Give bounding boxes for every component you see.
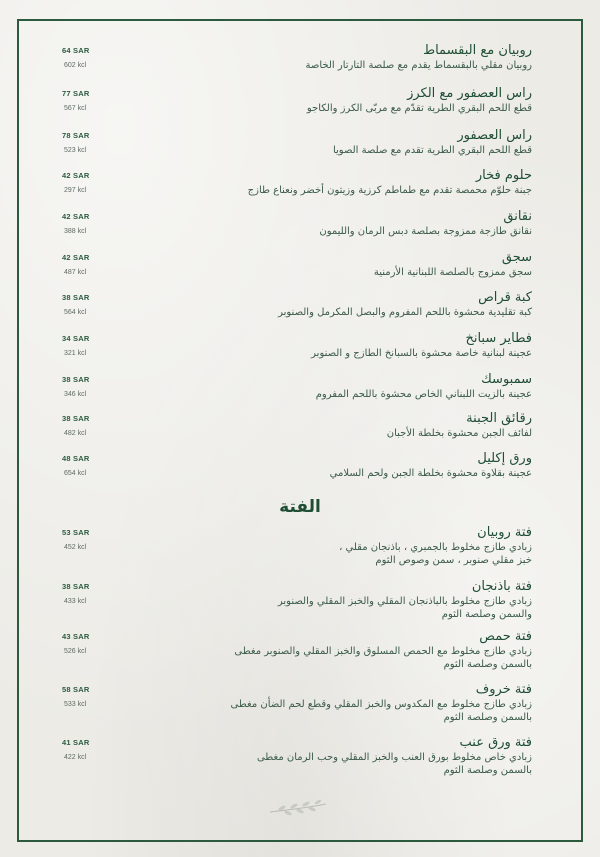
- item-name: فتة حمص: [479, 629, 532, 644]
- item-name: نقانق: [503, 209, 532, 224]
- item-price: 78 SAR: [62, 131, 90, 140]
- item-name: راس العصفور مع الكرز: [407, 86, 532, 101]
- item-kcal: 388 kcl: [64, 228, 87, 235]
- menu-item: [62, 85, 532, 115]
- item-price: 42 SAR: [62, 253, 90, 262]
- item-kcal: 452 kcl: [64, 544, 87, 551]
- menu-item: [62, 450, 532, 480]
- item-name: سمبوسك: [481, 372, 532, 387]
- item-name: ورق إكليل: [477, 451, 532, 466]
- menu-item: [62, 371, 532, 401]
- item-description: جبنة حلوّم محمصة تقدم مع طماطم كرزية وزيتون أخضر ونعناع طازج: [247, 185, 532, 196]
- menu-item: [62, 734, 532, 777]
- item-kcal: 523 kcl: [64, 147, 87, 154]
- item-name: سجق: [501, 250, 532, 265]
- item-kcal: 433 kcl: [64, 598, 87, 605]
- item-description: عجينة لبنانية خاصة محشوة بالسبانخ الطازج و الصنوبر: [311, 348, 532, 359]
- item-kcal: 297 kcl: [64, 187, 87, 194]
- item-price: 38 SAR: [62, 293, 90, 302]
- item-kcal: 321 kcl: [64, 350, 87, 357]
- item-kcal: 482 kcl: [64, 430, 87, 437]
- item-kcal: 422 kcl: [64, 754, 87, 761]
- leaf-sprig-icon: [268, 798, 328, 818]
- menu-item: [62, 289, 532, 319]
- item-description: روبيان مقلي بالبقسماط يقدم مع صلصة التارتار الخاصة: [305, 60, 532, 71]
- item-price: 38 SAR: [62, 414, 90, 423]
- item-kcal: 526 kcl: [64, 648, 87, 655]
- item-name: حلوم فخار: [475, 168, 532, 183]
- item-name: فتة روبيان: [477, 525, 532, 540]
- item-name: كبة قراص: [478, 290, 532, 305]
- item-description: نقانق طازجة ممزوجة بصلصة دبس الرمان والليمون: [319, 226, 532, 237]
- item-kcal: 654 kcl: [64, 470, 87, 477]
- item-name: رقائق الجبنة: [466, 411, 532, 426]
- item-price: 64 SAR: [62, 46, 90, 55]
- menu-item: [62, 249, 532, 279]
- menu-item: [62, 524, 532, 567]
- menu-item: [62, 42, 532, 72]
- item-name: راس العصفور: [457, 128, 532, 143]
- item-description: زبادي خاص مخلوط بورق العنب والخبز المقلي وحب الرمان مغطى بالسمن وصلصة الثوم: [256, 752, 532, 776]
- menu-item: [62, 167, 532, 197]
- item-description: زبادي طازج مخلوط بالجمبري ، باذنجان مقلي ، خبز مقلي صنوبر ، سمن وصوص الثوم: [339, 542, 532, 566]
- item-description: عجينة بقلاوة محشوة بخلطة الجبن ولحم السلامي: [329, 468, 532, 479]
- item-price: 38 SAR: [62, 582, 90, 591]
- item-price: 77 SAR: [62, 89, 90, 98]
- item-description: زبادي طازج مخلوط مع المكدوس والخبز المقلي وقطع لحم الضأن مغطى بالسمن وصلصة الثوم: [230, 699, 532, 723]
- item-price: 34 SAR: [62, 334, 90, 343]
- menu-item: [62, 578, 532, 621]
- item-kcal: 533 kcl: [64, 701, 87, 708]
- menu-item: [62, 410, 532, 440]
- item-name: فتة باذنجان: [471, 579, 532, 594]
- item-name: فطاير سبانخ: [465, 331, 532, 346]
- section-title: الفتة: [279, 497, 321, 517]
- item-name: روبيان مع البقسماط: [423, 43, 532, 58]
- item-name: فتة خروف: [475, 682, 532, 697]
- item-price: 41 SAR: [62, 738, 90, 747]
- item-kcal: 487 kcl: [64, 269, 87, 276]
- menu-item: [62, 208, 532, 238]
- item-price: 48 SAR: [62, 454, 90, 463]
- item-kcal: 567 kcl: [64, 105, 87, 112]
- item-kcal: 564 kcl: [64, 309, 87, 316]
- menu-item: [62, 628, 532, 671]
- menu-item: [62, 330, 532, 360]
- item-price: 42 SAR: [62, 212, 90, 221]
- item-price: 43 SAR: [62, 632, 90, 641]
- item-description: زبادي طازج مخلوط مع الحمص المسلوق والخبز المقلي والصنوبر مغطى بالسمن وصلصة الثوم: [234, 646, 532, 670]
- item-kcal: 602 kcl: [64, 62, 87, 69]
- item-price: 58 SAR: [62, 685, 90, 694]
- item-price: 53 SAR: [62, 528, 90, 537]
- item-price: 38 SAR: [62, 375, 90, 384]
- item-name: فتة ورق عنب: [459, 735, 532, 750]
- item-description: عجينة بالزيت اللبناني الخاص محشوة باللحم المفروم: [315, 389, 532, 400]
- item-price: 42 SAR: [62, 171, 90, 180]
- menu-item: [62, 681, 532, 724]
- item-description: زبادي طازج مخلوط بالباذنجان المقلي والخبز المقلي والصنوبر والسمن وصلصة الثوم: [277, 596, 532, 620]
- item-description: كبة تقليدية محشوة باللحم المفروم والبصل المكرمل والصنوبر: [278, 307, 532, 318]
- menu-item: [62, 127, 532, 157]
- item-description: قطع اللحم البقري الطرية تقدّم مع مربّى الكرز والكاجو: [306, 103, 532, 114]
- item-description: لفائف الجبن محشوة بخلطة الأجبان: [386, 428, 532, 439]
- item-description: قطع اللحم البقري الطرية تقدم مع صلصة الصويا: [332, 145, 532, 156]
- item-kcal: 346 kcl: [64, 391, 87, 398]
- item-description: سجق ممزوج بالصلصة اللبنانية الأرمنية: [373, 267, 532, 278]
